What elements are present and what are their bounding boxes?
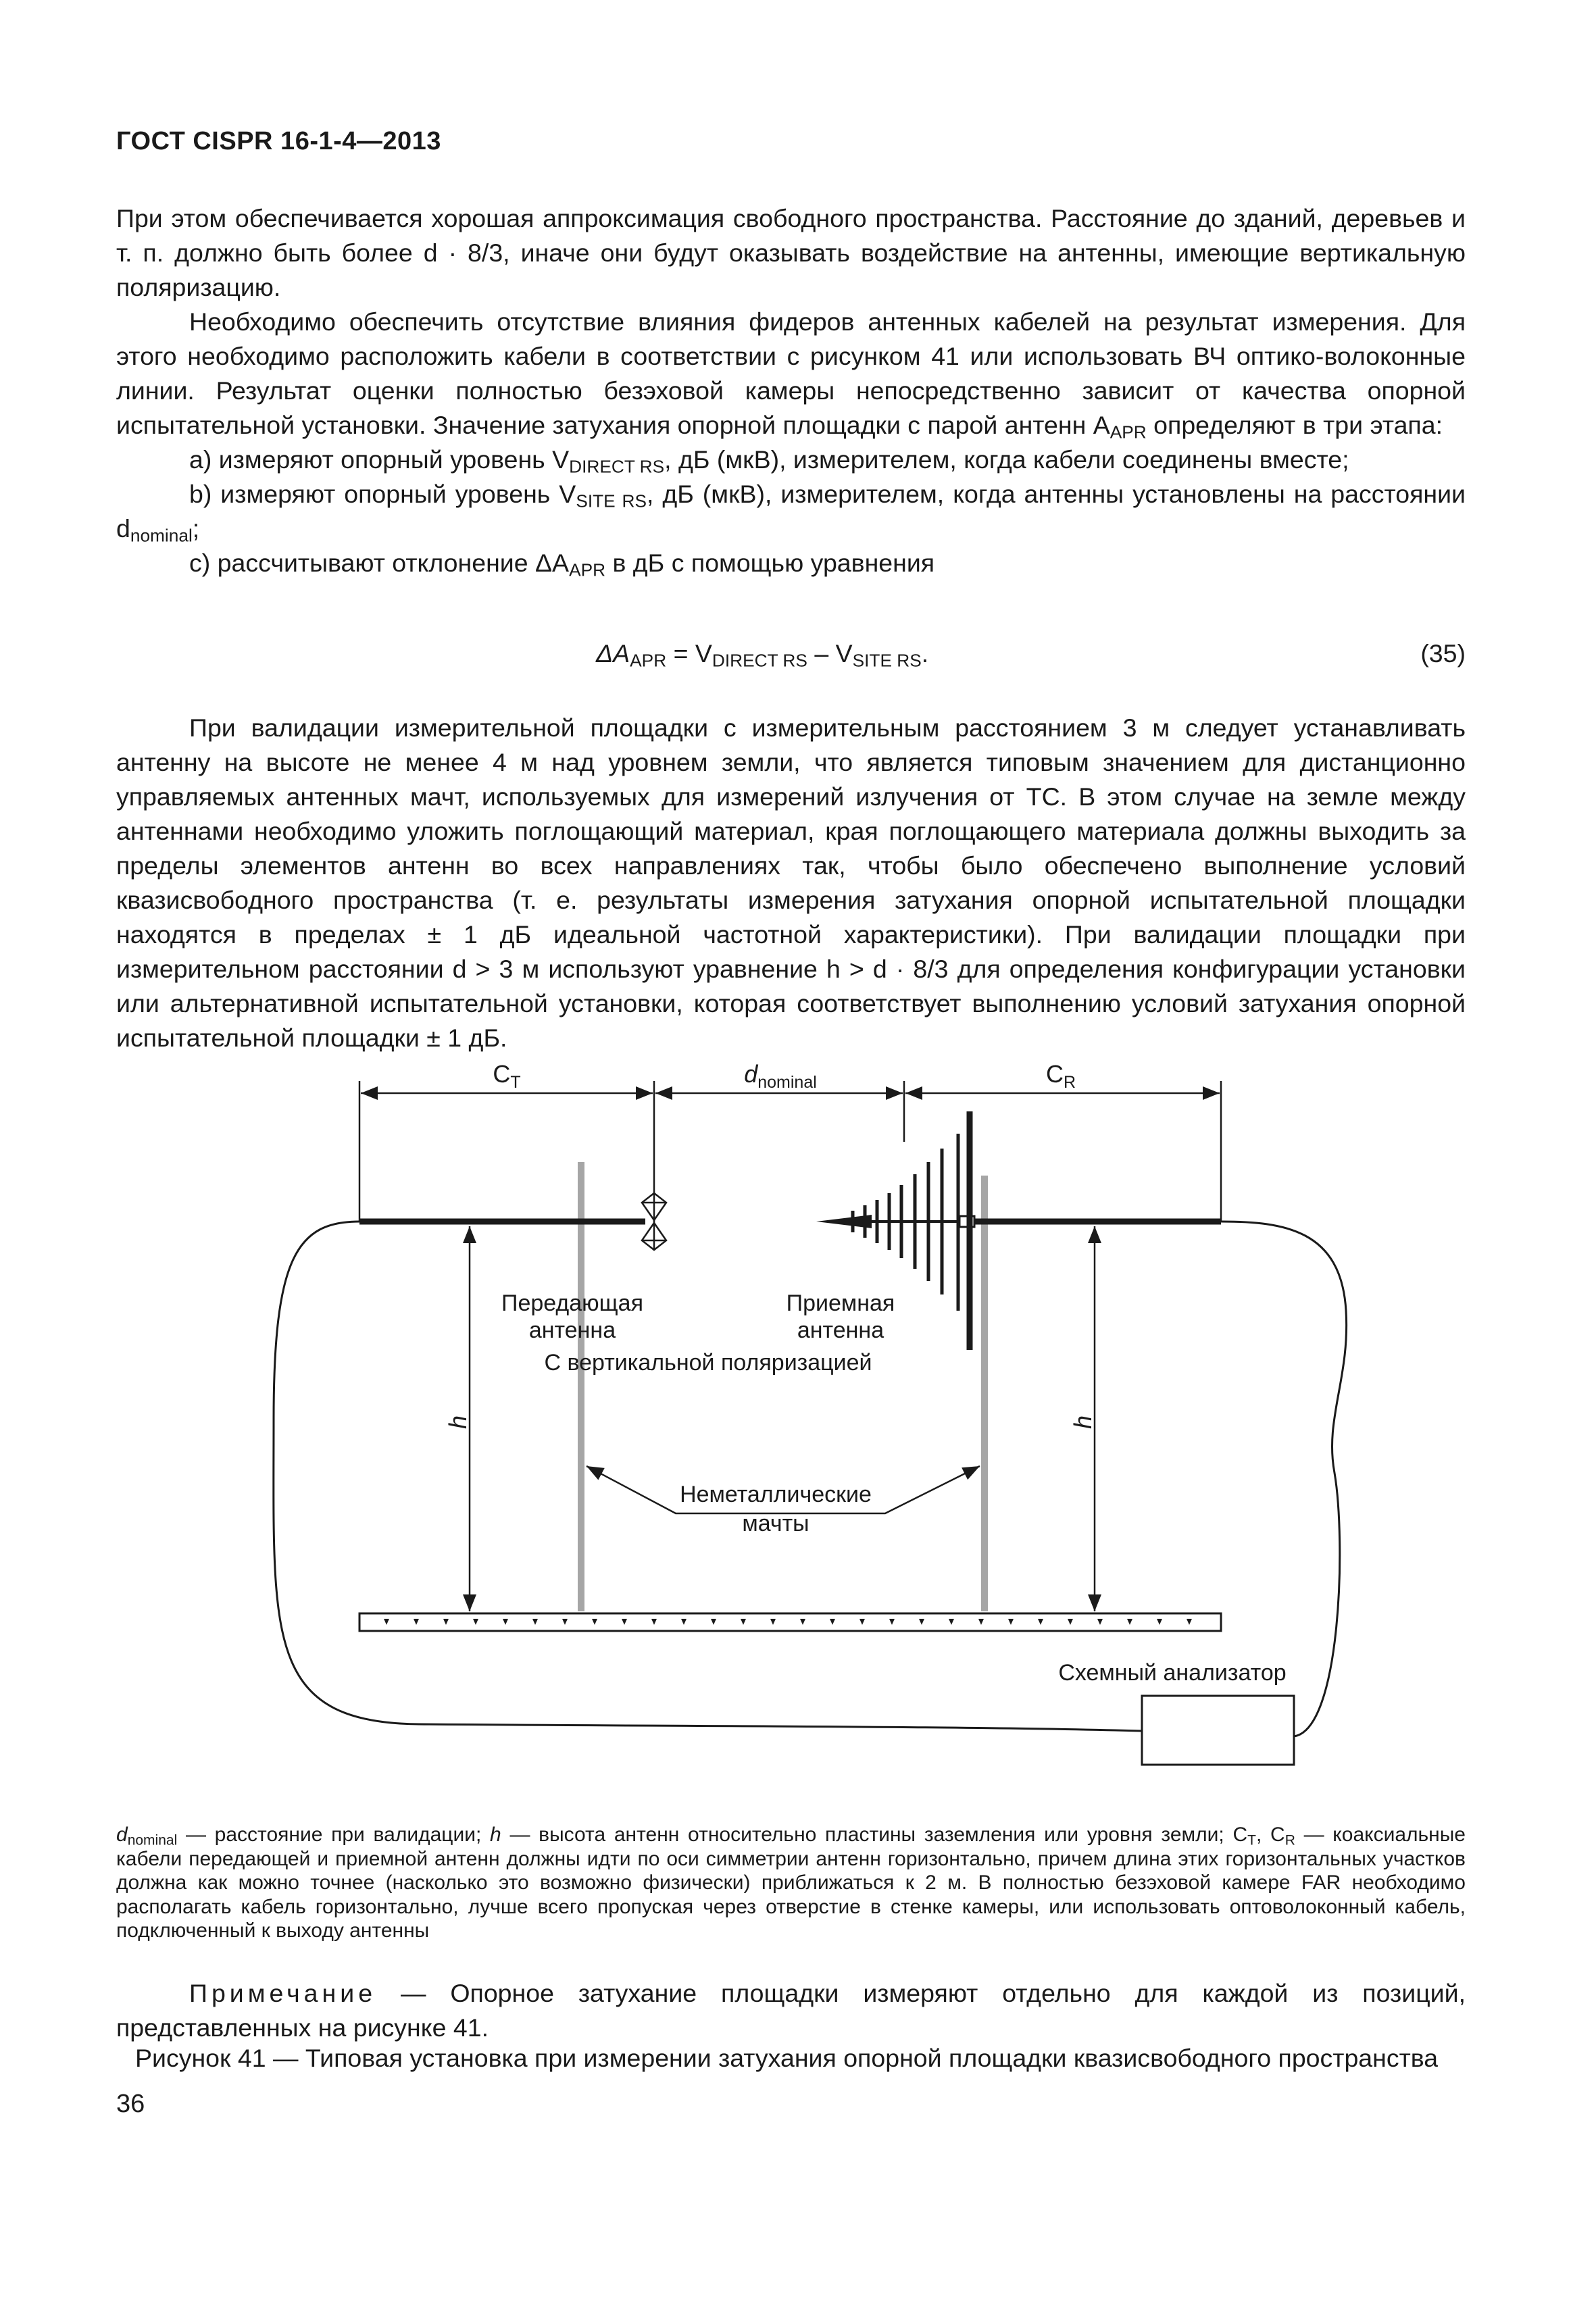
masts-label: Неметаллические <box>680 1482 872 1507</box>
cable-loop-cr <box>1221 1222 1347 1736</box>
body-text-bottom <box>116 711 1466 1055</box>
dimension-lines <box>359 1081 1221 1222</box>
tx-antenna-label: Передающая <box>501 1290 643 1316</box>
list-item-a: a) измеряют опорный уровень $V_{DIRECT RS}$, дБ (мкВ), измерителем, когда кабели соединены вместе; <box>189 445 1349 477</box>
figure-41-diagram <box>0 1040 1596 1804</box>
figure-note: Примечание — Опорное затухание площадки измеряют отдельно для каждой из позиций, представленных на рисунке 41. <box>116 1979 1466 2042</box>
label-cr: $C_R$ <box>1045 1060 1076 1092</box>
document-header: ГОСТ CISPR 16-1-4—2013 <box>116 127 441 155</box>
equation-formula: $\Delta A_{APR} = V_{DIRECT RS} - V_{SITE RS}$. <box>596 639 929 671</box>
page-number: 36 <box>116 2090 145 2118</box>
paragraph-2: Необходимо обеспечить отсутствие влияния фидеров антенных кабелей на результат измерения. Для этого необходимо расположить кабели в соответствии с рисунком 41 или использовать ВЧ оптико-волоконные линии. Результат оценки полностью безэховой камеры непосредственно зависит от качества опорной испытательной установки. Значение затухания опорной площадки с парой антенн $A_{APR}$ определяют в три этапа: <box>116 307 1466 443</box>
paragraph-3: При валидации измерительной площадки с измерительным расстоянием 3 м следует устанавливать антенну на высоте не менее 4 м над уровнем земли, что является типовым значением для дистанционно управляемых антенных мачт, используемых для измерений излучения от ТС. В этом случае на земле между антеннами необходимо уложить поглощающий материал, края поглощающего материала должны выходить за пределы элементов антенн во всех направлениях так, чтобы было обеспечено выполнение условий квазисвободного пространства (т. е. результаты измерения затухания опорной испытательной площадки находятся в пределах ± 1 дБ идеальной частотной характеристики). При валидации площадки при измерительном расстоянии d > 3 м используют уравнение h > d · 8/3 для определения конфигурации установки или альтернативной испытательной установки, которая соответствует выполнению условий затухания опорной испытательной площадки ± 1 дБ. <box>116 713 1466 1052</box>
figure-caption: Рисунок 41 — Типовая установка при измерении затухания опорной площадки квазисвободного пространства <box>135 2044 1439 2072</box>
h-label-left: h <box>444 1415 472 1430</box>
h-label-right: h <box>1069 1415 1097 1430</box>
polarization-label: С вертикальной поляризацией <box>544 1350 872 1376</box>
masts-label-2: мачты <box>742 1511 809 1536</box>
cable-loop-ct <box>274 1222 1142 1731</box>
paragraph-1: При этом обеспечивается хорошая аппроксимация свободного пространства. Расстояние до зданий, деревьев и т. п. должно быть более d · 8/3, иначе они будут оказывать воздействие на антенны, имеющие вертикальную поляризацию. <box>116 204 1466 301</box>
rx-antenna-label-2: антенна <box>797 1317 884 1343</box>
analyzer-label: Схемный анализатор <box>1058 1660 1287 1686</box>
tx-antenna-label-2: антенна <box>528 1317 616 1343</box>
ground-plane <box>359 1613 1221 1631</box>
list-item-c: c) рассчитывают отклонение $\Delta A_{APR}$ в дБ с помощью уравнения <box>189 549 935 580</box>
label-dnominal: $d_{nominal}$ <box>744 1060 817 1092</box>
rx-antenna-label: Приемная <box>786 1290 895 1316</box>
label-ct: $C_T$ <box>493 1060 521 1092</box>
network-analyzer-box <box>1142 1696 1294 1765</box>
figure-legend: $d_{nominal}$ — расстояние при валидации; h — высота антенн относительно пластины заземления или уровня земли; $C_T$, $C_R$ — коаксиальные кабели передающей и приемной антенн должны идти по оси симметрии антенн горизонтально, причем длина этих горизонтальных участков должна как можно точнее (насколько это возможно физически) приближаться к 2 м. В полностью безэховой камере FAR необходимо располагать кабель горизонтально, лучше всего пропуская через отверстие в стенке камеры, или использовать оптоволоконный кабель, подключенный к выходу антенны <box>116 1823 1466 1942</box>
tx-biconical-antenna <box>642 1193 666 1250</box>
equation-number: (35) <box>1420 639 1466 668</box>
list-item-b: b) измеряют опорный уровень $V_{SITE RS}$, дБ (мкВ), измерителем, когда антенны установлены на расстоянии $d_{nominal}$; <box>116 480 1466 546</box>
equation-35 <box>116 639 1466 674</box>
body-text-top <box>116 201 1466 580</box>
